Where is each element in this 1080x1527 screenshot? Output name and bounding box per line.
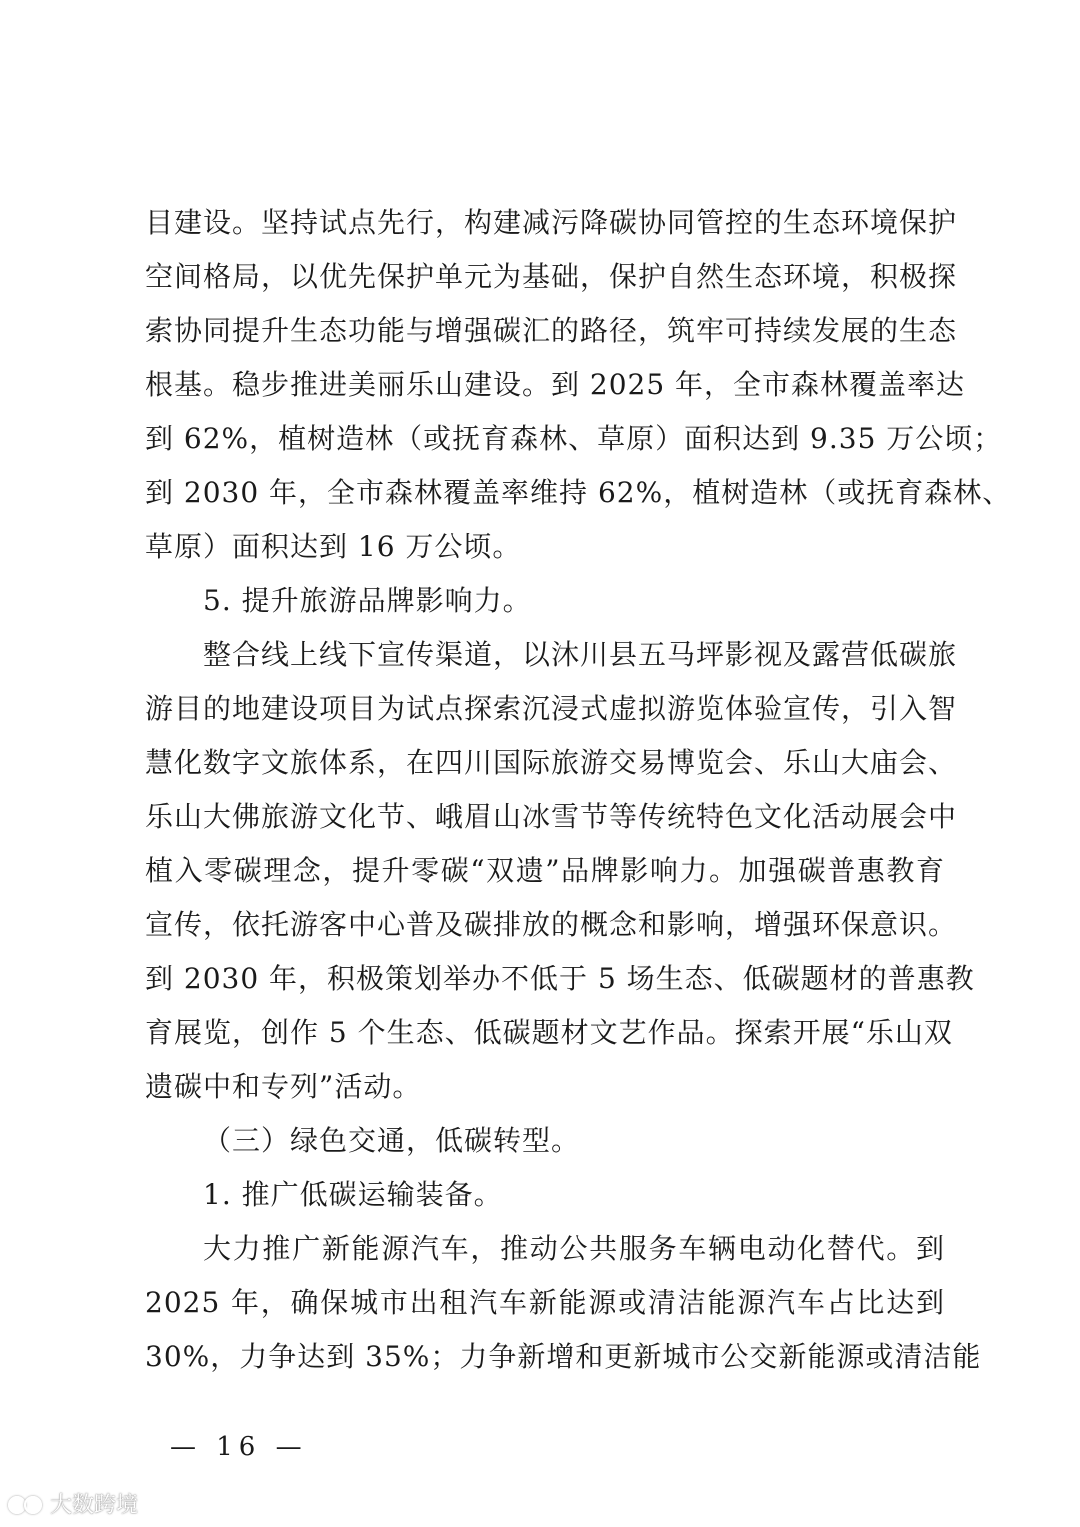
text-line: 遗碳中和专列”活动。 <box>145 1070 422 1103</box>
text-line: 索协同提升生态功能与增强碳汇的路径，筑牢可持续发展的生态 <box>145 314 958 347</box>
text-line: 到 62%，植树造林（或抚育森林、草原）面积达到 9.35 万公顷； <box>145 422 1003 455</box>
double-circle-logo-icon <box>8 1493 44 1515</box>
text-line: 到 2030 年，积极策划举办不低于 5 场生态、低碳题材的普惠教 <box>145 962 975 995</box>
text-line: 空间格局，以优先保护单元为基础，保护自然生态环境，积极探 <box>145 260 958 293</box>
text-line: 游目的地建设项目为试点探索沉浸式虚拟游览体验宣传，引入智 <box>145 692 958 725</box>
text-line: 2025 年，确保城市出租汽车新能源或清洁能源汽车占比达到 <box>145 1286 945 1319</box>
text-line: 整合线上线下宣传渠道，以沐川县五马坪影视及露营低碳旅 <box>203 638 958 671</box>
text-line: 到 2030 年，全市森林覆盖率维持 62%，植树造林（或抚育森林、 <box>145 476 1012 509</box>
text-line: 乐山大佛旅游文化节、峨眉山冰雪节等传统特色文化活动展会中 <box>145 800 958 833</box>
text-line: 目建设。坚持试点先行，构建减污降碳协同管控的生态环境保护 <box>145 206 958 239</box>
text-line: 宣传，依托游客中心普及碳排放的概念和影响，增强环保意识。 <box>145 908 958 941</box>
text-line: 慧化数字文旅体系，在四川国际旅游交易博览会、乐山大庙会、 <box>145 746 958 779</box>
document-body <box>145 196 1012 1384</box>
text-line: 1. 推广低碳运输装备。 <box>203 1178 503 1211</box>
watermark-text: 大数跨境 <box>50 1493 139 1518</box>
text-line: 草原）面积达到 16 万公顷。 <box>145 530 522 563</box>
text-line: 植入零碳理念，提升零碳“双遗”品牌影响力。加强碳普惠教育 <box>145 854 945 887</box>
text-line: 30%，力争达到 35%；力争新增和更新城市公交新能源或清洁能 <box>145 1340 982 1373</box>
text-line: 根基。稳步推进美丽乐山建设。到 2025 年，全市森林覆盖率达 <box>145 368 966 401</box>
text-line: 育展览，创作 5 个生态、低碳题材文艺作品。探索开展“乐山双 <box>145 1016 953 1049</box>
page-number: — 16 — <box>170 1432 308 1462</box>
section-heading: （三）绿色交通，低碳转型。 <box>203 1124 581 1157</box>
text-line: 5. 提升旅游品牌影响力。 <box>203 584 532 617</box>
watermark <box>8 1488 138 1519</box>
text-line: 大力推广新能源汽车，推动公共服务车辆电动化替代。到 <box>203 1232 945 1265</box>
